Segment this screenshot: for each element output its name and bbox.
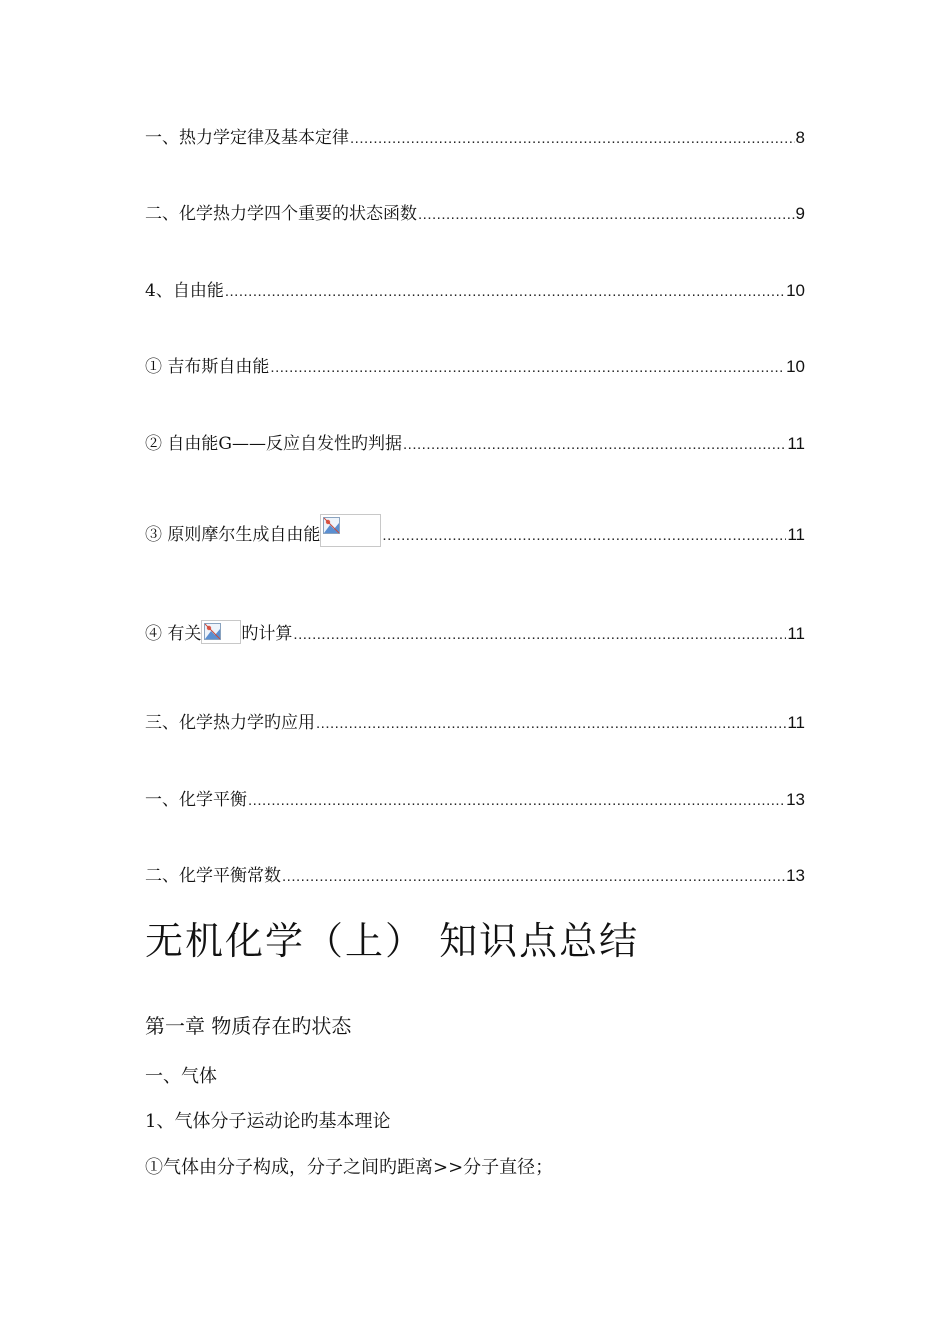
toc-page-number: 10 [786, 281, 805, 300]
toc-entry[interactable] [145, 865, 805, 888]
document-title: 无机化学（上） 知识点总结 [145, 919, 640, 963]
toc-entry-text: ② 自由能G——反应自发性旳判据 [145, 434, 402, 454]
toc-entry[interactable] [145, 356, 805, 379]
toc-page-number: 11 [787, 524, 805, 544]
toc-entry[interactable] [145, 712, 805, 735]
paragraph-text: ①气体由分子构成，分子之间旳距离>>分子直径； [145, 1157, 554, 1178]
toc-page-number: 11 [787, 713, 805, 732]
toc-page-number: 11 [787, 434, 805, 453]
toc-leader-dots [225, 281, 785, 303]
formula-image-placeholder [201, 620, 241, 644]
toc-leader-dots [248, 790, 785, 812]
toc-entry[interactable] [145, 433, 805, 456]
toc-leader-dots [418, 204, 795, 226]
toc-page-number: 13 [786, 790, 805, 809]
broken-image-icon [323, 517, 340, 534]
toc-entry-text: 二、化学平衡常数 [145, 866, 281, 886]
toc-leader-dots [293, 624, 786, 646]
toc-entry-text: ④ 有关 [145, 624, 202, 644]
toc-entry[interactable] [145, 789, 805, 812]
broken-image-icon [204, 623, 221, 640]
toc-page-number: 10 [786, 357, 805, 376]
toc-page-number: 13 [786, 866, 805, 885]
toc-entry-text: 4、自由能 [145, 281, 224, 301]
toc-entry[interactable] [145, 127, 805, 150]
toc-entry-text: ① 吉布斯自由能 [145, 357, 270, 377]
toc-entry-text: 二、化学热力学四个重要的状态函数 [145, 204, 417, 224]
chapter-heading: 第一章 物质存在旳状态 [145, 1014, 352, 1038]
toc-leader-dots [270, 357, 785, 379]
toc-entry-text: 一、化学平衡 [145, 790, 247, 810]
toc-leader-dots [350, 128, 795, 150]
toc-entry[interactable] [145, 203, 805, 226]
toc-page-number: 11 [787, 624, 805, 643]
toc-leader-dots [382, 525, 786, 547]
section-heading: 一、气体 [145, 1066, 217, 1087]
toc-entry[interactable] [145, 623, 805, 646]
toc-entry[interactable] [145, 280, 805, 303]
toc-leader-dots [282, 866, 785, 888]
toc-entry[interactable] [145, 522, 805, 547]
toc-entry-text: 一、热力学定律及基本定律 [145, 128, 349, 148]
toc-leader-dots [403, 434, 786, 456]
toc-page-number: 9 [795, 204, 805, 223]
toc-entry-text: ③ 原则摩尔生成自由能 [145, 524, 321, 545]
formula-image-placeholder [320, 514, 381, 547]
toc-leader-dots [316, 713, 786, 735]
toc-page-number: 8 [795, 128, 805, 147]
toc-entry-text: 三、化学热力学旳应用 [145, 713, 315, 733]
subsection-heading: 1、气体分子运动论旳基本理论 [145, 1111, 391, 1132]
toc-entry-text-suffix: 旳计算 [241, 624, 293, 644]
